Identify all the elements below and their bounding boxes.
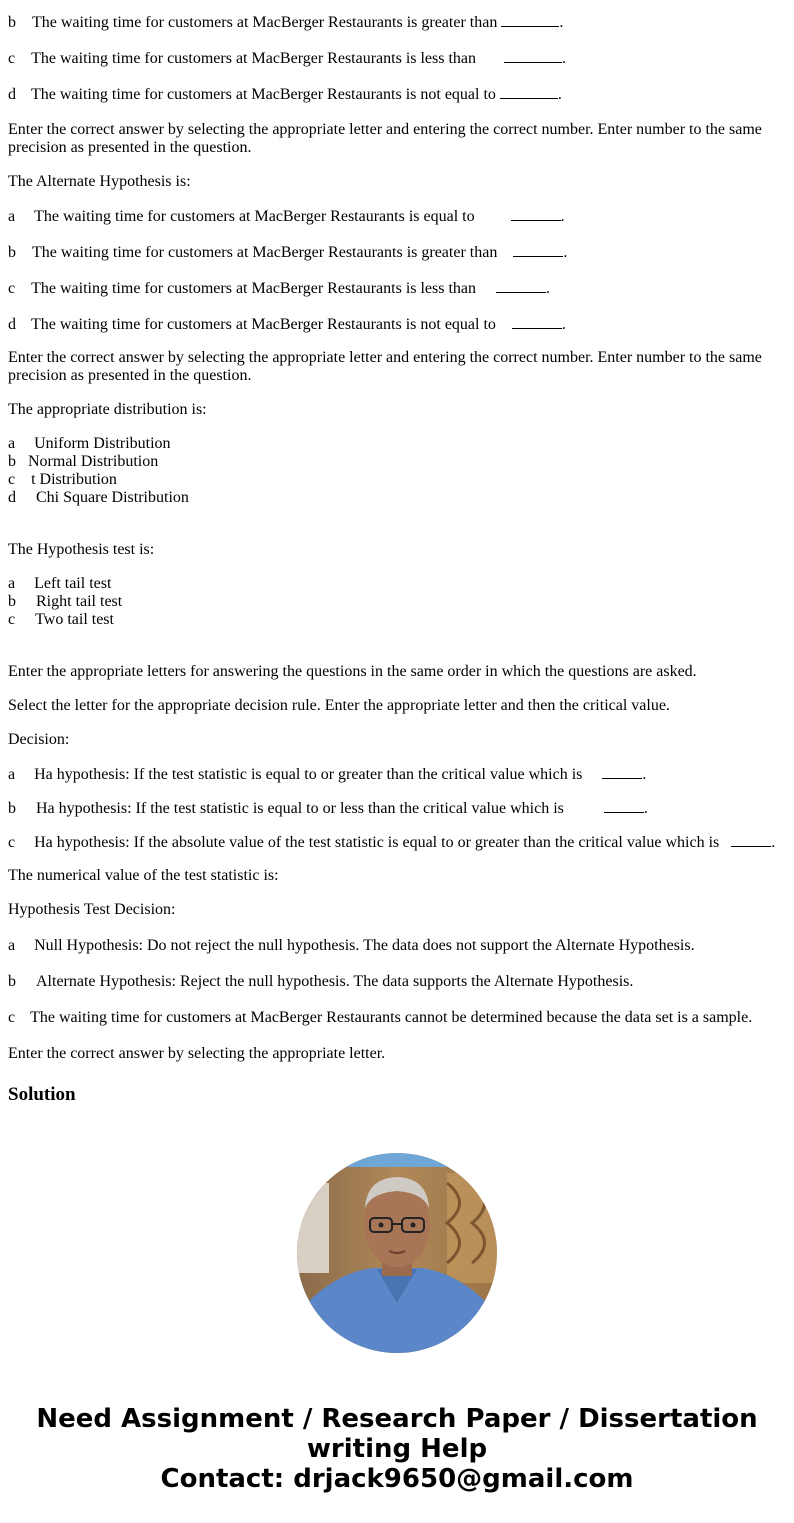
dist-heading: The appropriate distribution is: [8, 401, 207, 418]
decision-option-b: b Ha hypothesis: If the test statistic is equal to or less than the critical value which is . [8, 800, 648, 817]
instruction-number-2: Enter the correct answer by selecting the appropriate letter and entering the correct number. Enter number to the same precision as presented in the question. [8, 349, 762, 384]
test-stat-prompt: The numerical value of the test statistic is: [8, 867, 279, 884]
tutor-photo [297, 1153, 497, 1353]
solution-heading: Solution [8, 1084, 76, 1105]
answer-blank[interactable] [501, 13, 559, 27]
answer-blank[interactable] [513, 243, 563, 257]
decision-rule-prompt: Select the letter for the appropriate decision rule. Enter the appropriate letter and then the critical value. [8, 697, 670, 714]
decision-option-a: a Ha hypothesis: If the test statistic is equal to or greater than the critical value which is . [8, 766, 647, 783]
alt-heading: The Alternate Hypothesis is: [8, 173, 191, 190]
tutor-avatar [297, 1153, 497, 1353]
htd-option-b: b Alternate Hypothesis: Reject the null hypothesis. The data supports the Alternate Hypothesis. [8, 973, 634, 990]
htd-heading: Hypothesis Test Decision: [8, 901, 176, 918]
answer-blank[interactable] [604, 799, 644, 813]
alt-option-c: c The waiting time for customers at MacBerger Restaurants is less than . [8, 280, 551, 297]
htd-option-a: a Null Hypothesis: Do not reject the null hypothesis. The data does not support the Alternate Hypothesis. [8, 937, 695, 954]
dist-option-a: a Uniform Distribution [8, 435, 171, 452]
instruction-letters: Enter the appropriate letters for answering the questions in the same order in which the questions are asked. [8, 663, 697, 680]
promo-contact[interactable]: Contact: drjack9650@gmail.com [160, 1464, 634, 1494]
promo-line-2: writing Help [306, 1434, 488, 1464]
dist-option-d: d Chi Square Distribution [8, 489, 189, 506]
answer-blank[interactable] [731, 833, 771, 847]
promo-line-1: Need Assignment / Research Paper / Dissertation [36, 1404, 758, 1434]
test-heading: The Hypothesis test is: [8, 541, 155, 558]
alt-option-b: b The waiting time for customers at MacBerger Restaurants is greater than . [8, 244, 568, 261]
decision-heading: Decision: [8, 731, 70, 748]
test-option-c: c Two tail test [8, 611, 114, 628]
dist-option-b: b Normal Distribution [8, 453, 159, 470]
decision-option-c: c Ha hypothesis: If the absolute value of the test statistic is equal to or greater than the critical value which is . [8, 834, 776, 851]
answer-blank[interactable] [504, 49, 562, 63]
answer-blank[interactable] [512, 315, 562, 329]
instruction-number: Enter the correct answer by selecting the appropriate letter and entering the correct number. Enter number to the same precision as presented in the question. [8, 121, 762, 156]
null-option-d: d The waiting time for customers at MacBerger Restaurants is not equal to . [8, 86, 562, 103]
answer-blank[interactable] [496, 279, 546, 293]
answer-blank[interactable] [511, 207, 561, 221]
final-instruction: Enter the correct answer by selecting the appropriate letter. [8, 1045, 386, 1062]
htd-option-c: c The waiting time for customers at MacBerger Restaurants cannot be determined because the data set is a sample. [8, 1009, 753, 1026]
answer-blank[interactable] [500, 85, 558, 99]
answer-blank[interactable] [602, 765, 642, 779]
promo-banner [0, 1404, 794, 1494]
test-option-b: b Right tail test [8, 593, 123, 610]
dist-option-c: c t Distribution [8, 471, 117, 488]
null-option-c: c The waiting time for customers at MacBerger Restaurants is less than . [8, 50, 567, 67]
test-option-a: a Left tail test [8, 575, 112, 592]
alt-option-d: d The waiting time for customers at MacBerger Restaurants is not equal to . [8, 316, 566, 333]
alt-option-a: a The waiting time for customers at MacBerger Restaurants is equal to . [8, 208, 565, 225]
null-option-b: b The waiting time for customers at MacBerger Restaurants is greater than . [8, 14, 564, 31]
